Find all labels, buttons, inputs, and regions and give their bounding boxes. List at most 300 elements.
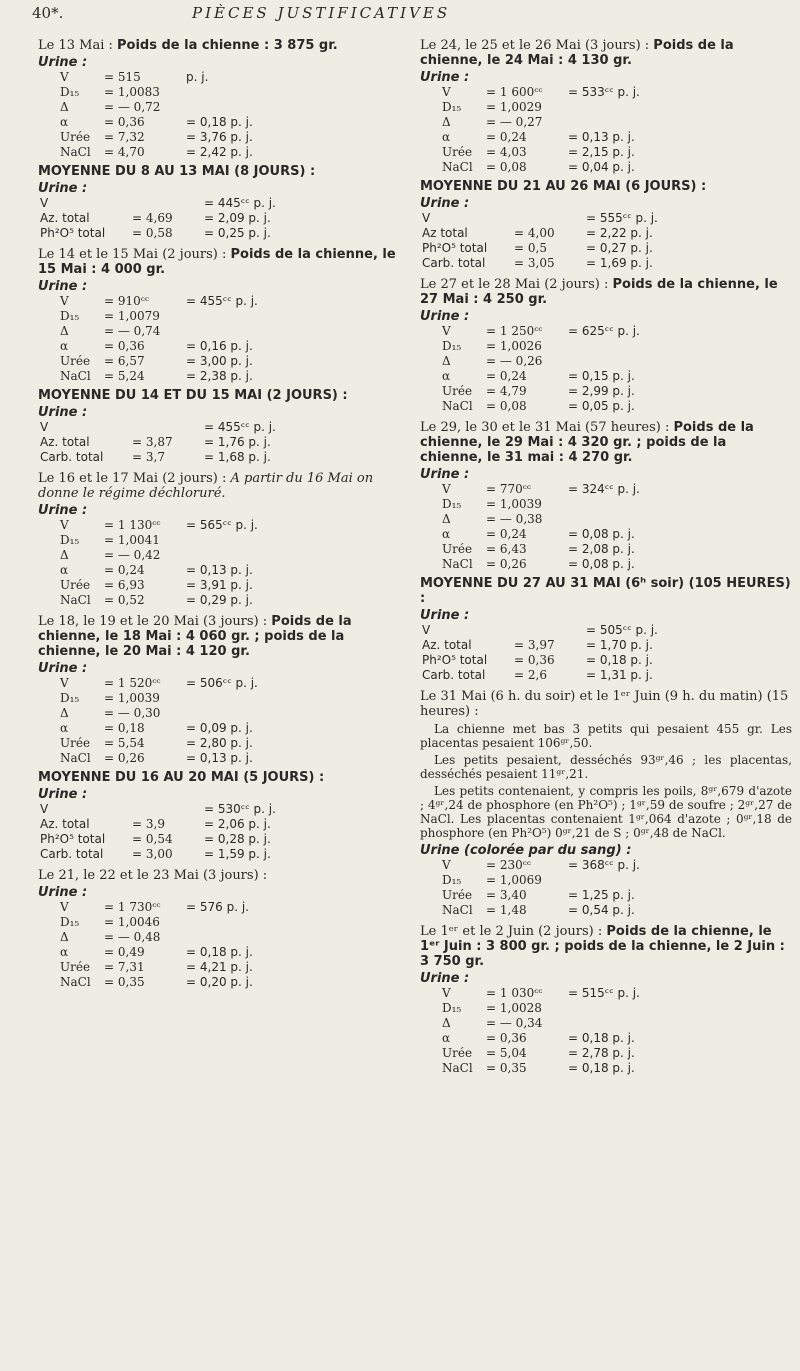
row-value: = 1 520ᶜᶜ [104,676,161,690]
section-weight: Poids de la chienne, le 18 Mai : 4 060 gr. ; poids de la chienne, le 20 Mai : 4 120 gr. [38,614,352,659]
row-daily: = 0,13 p. j. [186,751,253,765]
table-row [60,563,258,578]
row-label: Δ [60,324,69,338]
table-row [442,873,640,888]
row-value: = — 0,42 [104,548,161,562]
measurement-table [442,482,640,572]
row-label: V [442,986,451,1000]
table-row [442,1046,640,1061]
row-value: = 3,97 [514,638,555,652]
row-label: NaCl [60,145,91,159]
row-value: = 0,24 [486,527,527,541]
row-value: = 6,57 [104,354,145,368]
row-value: = 0,54 [132,832,173,846]
row-label: Urée [60,354,91,368]
row-label: α [60,563,69,577]
row-daily [186,324,258,339]
row-label: Carb. total [40,847,104,861]
table-row [40,211,276,226]
row-daily [568,497,640,512]
row-value: = 0,35 [486,1061,527,1075]
row-value: = — 0,34 [486,1016,543,1030]
row-value: = 0,24 [104,563,145,577]
average-table [40,420,276,465]
row-value: = 0,36 [486,1031,527,1045]
table-row [422,241,658,256]
urine-label: Urine : [420,196,470,211]
table-row [442,145,640,160]
row-label: V [60,70,69,84]
section-heading [38,471,410,501]
row-value: = — 0,27 [486,115,543,129]
row-daily: = 3,91 p. j. [186,578,253,592]
measurement-table [442,85,640,175]
section-heading [420,38,792,68]
row-daily [186,533,258,548]
section-heading [38,614,410,659]
row-label: α [60,339,69,353]
average-heading: MOYENNE DU 14 ET DU 15 MAI (2 JOURS) : [38,388,348,403]
row-value: = 3,87 [132,435,173,449]
table-row [442,512,640,527]
table-row [60,930,253,945]
row-daily: = 2,22 p. j. [586,226,653,240]
table-row [442,858,640,873]
table-row [442,986,640,1001]
row-label: Δ [442,354,451,368]
average-table [40,196,276,241]
table-row [60,578,258,593]
row-daily: = 2,15 p. j. [568,145,635,159]
table-row [442,527,640,542]
row-label: D₁₅ [60,915,80,929]
row-value: = 0,24 [486,369,527,383]
urine-label: Urine : [38,885,88,900]
table-row [442,542,640,557]
table-row [40,435,276,450]
row-daily: = 368ᶜᶜ p. j. [568,858,640,872]
row-daily: = 0,54 p. j. [568,903,635,917]
table-row [422,211,658,226]
table-row [442,339,640,354]
section-weight: Poids de la chienne : 3 875 gr. [117,38,338,53]
row-label: α [60,721,69,735]
row-daily: = 506ᶜᶜ p. j. [186,676,258,690]
section-heading [38,38,410,53]
table-row [60,691,258,706]
measurement-table [60,70,253,160]
section-weight: Poids de la chienne, le 27 Mai : 4 250 gr. [420,277,778,307]
row-daily [568,1001,640,1016]
table-row [60,145,253,160]
row-daily: = 1,25 p. j. [568,888,635,902]
row-label: V [40,196,49,210]
table-row [442,100,640,115]
row-daily: = 2,06 p. j. [204,817,271,831]
row-value: = — 0,74 [104,324,161,338]
row-daily: = 2,42 p. j. [186,145,253,159]
row-daily: = 0,08 p. j. [568,557,635,571]
row-daily [186,691,258,706]
table-row [40,847,276,862]
row-label: Carb. total [422,668,486,682]
paragraph: La chienne met bas 3 petits qui pesaient 455 gr. Les placentas pesaient 106ᵍʳ,50. [420,722,792,750]
row-label: V [422,211,431,225]
row-value: = 0,52 [104,593,145,607]
left-column [38,32,410,990]
section-weight: Poids de la chienne, le 24 Mai : 4 130 gr. [420,38,734,68]
row-value: = 1,0029 [486,100,542,114]
section-date: Le 13 Mai : [38,38,117,53]
table-row [40,832,276,847]
table-row [442,85,640,100]
row-daily [568,100,640,115]
table-row [60,706,258,721]
row-value: = 2,6 [514,668,547,682]
row-label: α [442,527,451,541]
table-row [442,1061,640,1076]
row-value: = 0,35 [104,975,145,989]
row-daily [568,115,640,130]
table-row [442,354,640,369]
row-daily: p. j. [186,70,209,84]
row-value: = 4,00 [514,226,555,240]
row-value: = 7,32 [104,130,145,144]
row-daily: = 445ᶜᶜ p. j. [204,196,276,210]
section-date: Le 18, le 19 et le 20 Mai (3 jours) : [38,614,272,629]
urine-label: Urine : [38,279,88,294]
urine-label: Urine : [420,467,470,482]
row-label: V [442,85,451,99]
row-value: = 6,93 [104,578,145,592]
row-daily: = 576 p. j. [186,900,249,914]
row-value: = 1,0039 [486,497,542,511]
row-value: = 1,0039 [104,691,160,705]
row-value: = — 0,26 [486,354,543,368]
urine-label: Urine : [420,971,470,986]
table-row [442,1016,640,1031]
row-daily: = 555ᶜᶜ p. j. [586,211,658,225]
row-label: Az. total [40,817,90,831]
row-value [514,623,586,638]
row-daily: = 4,21 p. j. [186,960,253,974]
section-date: Le 31 Mai (6 h. du soir) et le 1ᵉʳ Juin (9 h. du matin) (15 heures) : [420,689,789,719]
row-daily: = 2,09 p. j. [204,211,271,225]
urine-label: Urine : [420,70,470,85]
row-label: D₁₅ [442,339,462,353]
row-label: NaCl [442,557,473,571]
section-date: Le 1ᵉʳ et le 2 Juin (2 jours) : [420,924,607,939]
row-value: = 1 030ᶜᶜ [486,986,543,1000]
row-label: Ph²O⁵ total [422,653,488,667]
table-row [422,226,658,241]
table-row [60,945,253,960]
row-label: Urée [442,542,473,556]
table-row [442,888,640,903]
table-row [60,354,258,369]
row-value: = 0,24 [486,130,527,144]
table-row [442,115,640,130]
row-value [132,420,204,435]
row-daily: = 3,76 p. j. [186,130,253,144]
table-row [60,309,258,324]
row-label: Ph²O⁵ total [422,241,488,255]
table-row [442,497,640,512]
row-daily: = 455ᶜᶜ p. j. [186,294,258,308]
row-value: = 0,36 [104,115,145,129]
row-value: = — 0,30 [104,706,161,720]
row-label: D₁₅ [442,873,462,887]
running-title: PIÈCES JUSTIFICATIVES [192,4,451,22]
section-date: Le 14 et le 15 Mai (2 jours) : [38,247,231,262]
row-daily: = 0,09 p. j. [186,721,253,735]
row-value [132,196,204,211]
urine-label: Urine : [38,661,88,676]
table-row [60,676,258,691]
row-label: Δ [442,1016,451,1030]
table-row [442,1001,640,1016]
measurement-table [442,324,640,414]
row-label: Urée [60,130,91,144]
row-daily [186,100,253,115]
row-label: Δ [60,548,69,562]
average-table [40,802,276,862]
row-daily: = 0,13 p. j. [186,563,253,577]
row-value: = 6,43 [486,542,527,556]
table-row [442,384,640,399]
section-date: Le 24, le 25 et le 26 Mai (3 jours) : [420,38,654,53]
table-row [40,817,276,832]
row-value: = 230ᶜᶜ [486,858,532,872]
row-daily: = 0,25 p. j. [204,226,271,240]
row-label: Urée [60,736,91,750]
row-value: = 1,0028 [486,1001,542,1015]
row-label: Az. total [40,435,90,449]
row-value: = 1,0026 [486,339,542,353]
table-row [422,256,658,271]
section-heading [420,924,792,969]
table-row [442,399,640,414]
table-row [60,85,253,100]
row-label: Urée [442,145,473,159]
table-row [442,557,640,572]
urine-label: Urine : [38,503,88,518]
row-value: = 1,0046 [104,915,160,929]
row-daily: = 2,99 p. j. [568,384,635,398]
table-row [60,721,258,736]
table-row [60,975,253,990]
row-value: = 1,0083 [104,85,160,99]
row-label: α [60,945,69,959]
row-label: α [60,115,69,129]
row-daily: = 0,13 p. j. [568,130,635,144]
table-row [60,339,258,354]
row-value: = — 0,72 [104,100,161,114]
row-label: Az. total [422,638,472,652]
row-value: = 1,0079 [104,309,160,323]
row-daily: = 533ᶜᶜ p. j. [568,85,640,99]
row-daily: = 0,15 p. j. [568,369,635,383]
row-label: Urée [442,888,473,902]
row-daily [568,1016,640,1031]
row-value: = 0,58 [132,226,173,240]
row-daily: = 1,69 p. j. [586,256,653,270]
paragraph: Les petits contenaient, y compris les poils, 8ᵍʳ,679 d'azote ; 4ᵍʳ,24 de phosphore (en Ph²O⁵) ; 1ᵍʳ,59 de soufre ; 2ᵍʳ,27 de NaCl. Les placentas contenaient 1ᵍʳ,064 d'azote ; 0ᵍʳ,18 de phosphore (en Ph²O⁵) 0ᵍʳ,21 de S ; 0ᵍʳ,48 de NaCl. [420,784,792,840]
row-daily: = 0,29 p. j. [186,593,253,607]
table-row [422,668,658,683]
row-daily [186,930,253,945]
row-label: Δ [442,512,451,526]
row-label: α [442,369,451,383]
row-label: NaCl [60,751,91,765]
row-label: NaCl [442,399,473,413]
row-label: NaCl [60,369,91,383]
urine-label: Urine : [38,405,88,420]
row-daily: = 530ᶜᶜ p. j. [204,802,276,816]
row-value: = 5,04 [486,1046,527,1060]
row-label: Ph²O⁵ total [40,832,106,846]
section-heading [420,689,792,719]
section-date: Le 29, le 30 et le 31 Mai (57 heures) : [420,420,674,435]
row-label: V [422,623,431,637]
row-label: D₁₅ [60,691,80,705]
row-value: = — 0,48 [104,930,161,944]
row-value: = 1,0041 [104,533,160,547]
row-label: D₁₅ [60,309,80,323]
row-label: V [60,900,69,914]
row-value: = 1,48 [486,903,527,917]
measurement-table [442,986,640,1076]
row-label: V [60,518,69,532]
row-value: = 0,18 [104,721,145,735]
row-daily: = 1,70 p. j. [586,638,653,652]
row-daily: = 565ᶜᶜ p. j. [186,518,258,532]
row-daily: = 1,68 p. j. [204,450,271,464]
table-row [60,294,258,309]
urine-label: Urine : [38,181,88,196]
table-row [60,915,253,930]
row-label: Δ [60,706,69,720]
urine-label: Urine (colorée par du sang) : [420,843,632,858]
row-label: NaCl [60,975,91,989]
page-number: 40*. [32,4,64,22]
row-value: = 4,70 [104,145,145,159]
row-daily: = 0,18 p. j. [568,1031,635,1045]
table-row [60,736,258,751]
table-row [442,130,640,145]
row-value: = 3,05 [514,256,555,270]
row-daily: = 324ᶜᶜ p. j. [568,482,640,496]
average-heading: MOYENNE DU 16 AU 20 MAI (5 JOURS) : [38,770,325,785]
table-row [442,482,640,497]
table-row [60,593,258,608]
table-row [60,130,253,145]
row-value: = 0,49 [104,945,145,959]
average-heading: MOYENNE DU 8 AU 13 MAI (8 JOURS) : [38,164,316,179]
table-row [60,960,253,975]
row-label: α [442,130,451,144]
row-label: D₁₅ [442,1001,462,1015]
row-daily: = 0,18 p. j. [568,1061,635,1075]
row-value: = 1 600ᶜᶜ [486,85,543,99]
row-value: = 5,54 [104,736,145,750]
row-value: = — 0,38 [486,512,543,526]
row-value: = 5,24 [104,369,145,383]
row-label: Urée [60,960,91,974]
row-value: = 0,26 [486,557,527,571]
row-label: NaCl [442,160,473,174]
measurement-table [60,676,258,766]
row-value: = 3,00 [132,847,173,861]
row-label: Urée [442,1046,473,1060]
row-value: = 7,31 [104,960,145,974]
row-label: V [442,324,451,338]
row-value: = 4,79 [486,384,527,398]
section-note: A partir du 16 Mai on donne le régime déchloruré. [38,471,374,501]
row-value: = 0,26 [104,751,145,765]
row-label: V [442,482,451,496]
table-row [442,369,640,384]
row-value: = 3,9 [132,817,165,831]
table-row [422,623,658,638]
row-label: NaCl [442,903,473,917]
row-daily: = 0,27 p. j. [586,241,653,255]
table-row [442,324,640,339]
row-daily [568,873,640,888]
row-daily: = 505ᶜᶜ p. j. [586,623,658,637]
table-row [422,653,658,668]
row-daily: = 2,38 p. j. [186,369,253,383]
row-value [514,211,586,226]
section-heading [38,868,410,883]
row-daily [186,915,253,930]
row-value: = 0,36 [104,339,145,353]
row-daily: = 625ᶜᶜ p. j. [568,324,640,338]
table-row [60,369,258,384]
section-weight: Poids de la chienne, le 1ᵉʳ Juin : 3 800 gr. ; poids de la chienne, le 2 Juin : 3 750 gr. [420,924,785,969]
row-daily: = 1,59 p. j. [204,847,271,861]
row-daily: = 2,08 p. j. [568,542,635,556]
row-value: = 0,08 [486,160,527,174]
section-heading [38,247,410,277]
row-value: = 1 250ᶜᶜ [486,324,543,338]
row-label: V [60,676,69,690]
table-row [40,450,276,465]
section-heading [420,277,792,307]
average-heading: MOYENNE DU 27 AU 31 MAI (6ʰ soir) (105 HEURES) : [420,576,791,606]
row-value: = 1 130ᶜᶜ [104,518,161,532]
table-row [60,533,258,548]
urine-label: Urine : [420,309,470,324]
row-label: NaCl [60,593,91,607]
row-daily: = 0,20 p. j. [186,975,253,989]
row-label: Δ [442,115,451,129]
table-row [60,115,253,130]
row-value: = 0,36 [514,653,555,667]
table-row [60,324,258,339]
table-row [40,226,276,241]
average-heading: MOYENNE DU 21 AU 26 MAI (6 JOURS) : [420,179,707,194]
section-heading [420,420,792,465]
row-label: V [60,294,69,308]
section-weight: Poids de la chienne, le 29 Mai : 4 320 gr. ; poids de la chienne, le 31 mai : 4 270 gr. [420,420,754,465]
urine-label: Urine : [38,787,88,802]
row-label: Az. total [40,211,90,225]
measurement-table [60,518,258,608]
table-row [40,420,276,435]
table-row [442,903,640,918]
urine-label: Urine : [38,55,88,70]
